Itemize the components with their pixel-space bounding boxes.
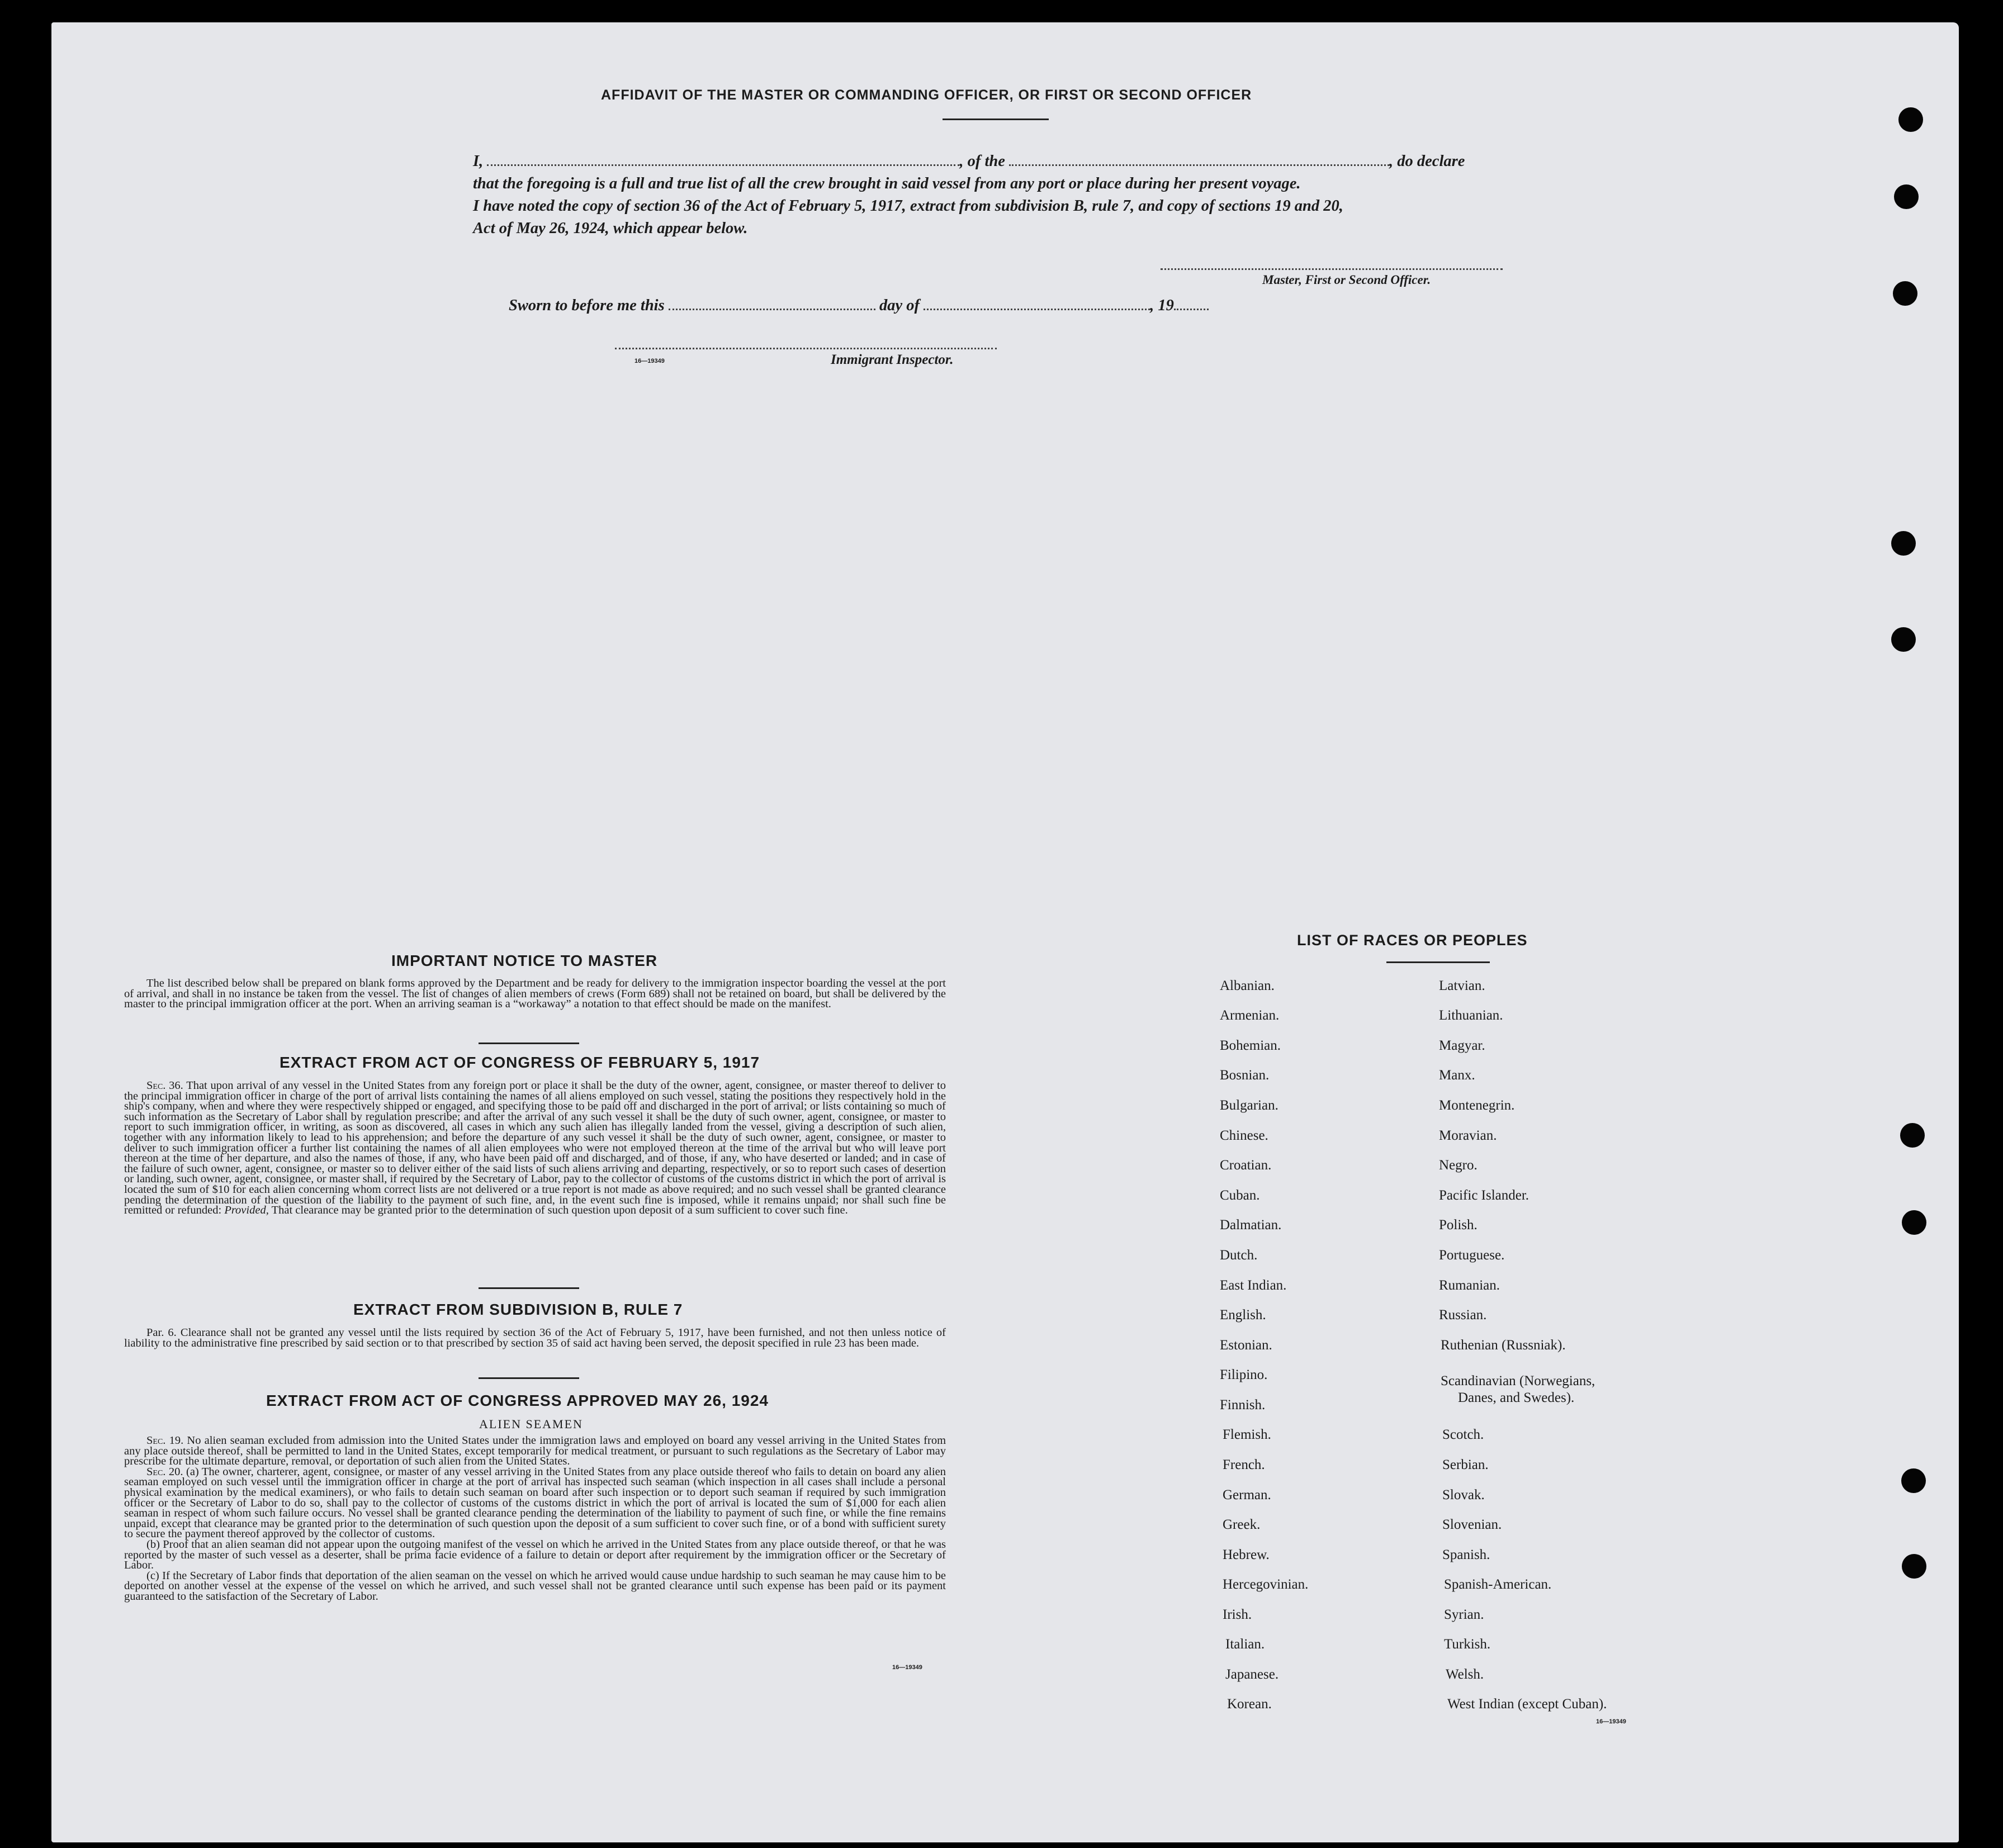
race-left-item: Filipino. (1220, 1367, 1268, 1382)
sec-19-label: Sec. 19. (146, 1434, 184, 1447)
alien-seamen-subtitle: ALIEN SEAMEN (479, 1417, 583, 1431)
race-right-item: Spanish-American. (1444, 1577, 1552, 1592)
race-right-item: Portuguese. (1439, 1248, 1505, 1263)
race-right-item: Latvian. (1439, 978, 1485, 993)
race-left-item: Hercegovinian. (1223, 1577, 1309, 1592)
punch-hole (1898, 107, 1923, 132)
form-number: 16—19349 (892, 1664, 922, 1671)
of-the-label: , of the (959, 153, 1005, 170)
race-right-item: Welsh. (1446, 1667, 1484, 1682)
year-prefix: , 19 (1150, 297, 1174, 314)
extract-rule7-title: EXTRACT FROM SUBDIVISION B, RULE 7 (353, 1301, 683, 1318)
affidavit-title: AFFIDAVIT OF THE MASTER OR COMMANDING OFFICER, OR FIRST OR SECOND OFFICER (601, 87, 1252, 103)
race-right-item: Turkish. (1444, 1637, 1491, 1652)
race-right-item: Polish. (1439, 1217, 1478, 1233)
race-right-item: Scandinavian (Norwegians, (1441, 1373, 1595, 1389)
race-left-item: German. (1223, 1487, 1271, 1503)
race-left-item: Armenian. (1220, 1008, 1280, 1023)
race-right-item: Manx. (1439, 1068, 1475, 1083)
affidavit-line-4: Act of May 26, 1924, which appear below. (473, 220, 748, 237)
race-right-item: Magyar. (1439, 1038, 1485, 1053)
title-underline (943, 119, 1049, 120)
punch-hole (1900, 1123, 1925, 1148)
extract-1924-title: EXTRACT FROM ACT OF CONGRESS APPROVED MAY 26, 1924 (266, 1392, 769, 1409)
race-left-item: Japanese. (1225, 1667, 1279, 1682)
race-right-item: Montenegrin. (1439, 1098, 1515, 1113)
inspector-caption: Immigrant Inspector. (831, 352, 954, 367)
sec-19-body: No alien seaman excluded from admission into the United States under the immigration laws and employed on board any vessel arriving in the United States from any place outside thereof, shall be permitted to land in the United States, except temporarily for medical treatment, or pursuant to such regulations as the Secretary of Labor may prescribe for the ultimate departure, removal, or deportation of such alien from the United States. (124, 1434, 946, 1468)
section-rule (479, 1043, 579, 1044)
sec-36-label: Sec. 36. (146, 1079, 183, 1092)
sworn-label: Sworn to before me this (509, 297, 665, 314)
extract-1917-text (124, 1081, 946, 1216)
punch-hole (1893, 281, 1917, 306)
do-declare-label: , do declare (1389, 153, 1465, 170)
sworn-year-field[interactable] (1174, 294, 1209, 310)
notice-title: IMPORTANT NOTICE TO MASTER (391, 952, 658, 969)
race-right-item: Danes, and Swedes). (1458, 1390, 1575, 1405)
race-left-item: Bulgarian. (1220, 1098, 1278, 1113)
master-caption: Master, First or Second Officer. (1262, 273, 1431, 287)
sec-20c-body: (c) If the Secretary of Labor finds that deportation of the alien seaman on the vessel on which he arrived would cause undue hardship to such seaman he may cause him to be deported on another vessel at the expense of the vessel on which he arrived, and such vessel shall not be granted clearance until such expense has been paid or its payment guaranteed to the satisfaction of the Secretary of Labor. (124, 1569, 946, 1603)
extract-1924-text (124, 1435, 946, 1602)
race-left-item: Finnish. (1220, 1397, 1266, 1413)
provided-word: Provided, (224, 1204, 269, 1217)
sworn-line (509, 294, 1209, 315)
race-right-item: Syrian. (1444, 1607, 1484, 1622)
race-left-item: Bohemian. (1220, 1038, 1281, 1053)
sec-20b-body: (b) Proof that an alien seaman did not appear upon the outgoing manifest of the vessel on which he arrived in the United States from any place outside thereof, or that he was reported by the master of such vessel as a deserter, shall be prima facie evidence of a failure to detain or deport after requirement by the immigration officer or the Secretary of Labor. (124, 1538, 946, 1572)
sec-20-label: Sec. 20. (146, 1465, 183, 1478)
extract-1917-title: EXTRACT FROM ACT OF CONGRESS OF FEBRUARY 5, 1917 (280, 1054, 760, 1071)
race-right-item: Rumanian. (1439, 1278, 1500, 1293)
affidavit-text (473, 150, 1524, 240)
race-right-item: Moravian. (1439, 1128, 1497, 1143)
race-left-item: Croatian. (1220, 1158, 1272, 1173)
race-left-item: East Indian. (1220, 1278, 1287, 1293)
race-left-item: Italian. (1225, 1637, 1265, 1652)
race-left-item: Estonian. (1220, 1338, 1272, 1353)
race-right-item: Negro. (1439, 1158, 1478, 1173)
race-right-item: Pacific Islander. (1439, 1188, 1530, 1203)
race-right-item: Lithuanian. (1439, 1008, 1503, 1023)
race-left-item: French. (1223, 1457, 1265, 1472)
race-right-item: Slovak. (1442, 1487, 1485, 1503)
form-number: 16—19349 (1596, 1718, 1626, 1725)
punch-hole (1891, 627, 1916, 652)
race-left-item: Irish. (1223, 1607, 1252, 1622)
race-right-item: Scotch. (1442, 1427, 1484, 1442)
race-left-item: Flemish. (1223, 1427, 1271, 1442)
affidavit-line-3: I have noted the copy of section 36 of the Act of February 5, 1917, extract from subdivision B, rule 7, and copy of sections 19 and 20, (473, 197, 1343, 215)
race-left-item: Albanian. (1220, 978, 1275, 993)
race-right-item: Serbian. (1442, 1457, 1489, 1472)
sworn-day-field[interactable] (669, 294, 875, 310)
race-right-item: Russian. (1439, 1307, 1487, 1323)
day-of-label: day of (879, 297, 920, 314)
name-field[interactable] (487, 150, 959, 166)
vessel-field[interactable] (1009, 150, 1389, 166)
sec-20a-body: (a) The owner, charterer, agent, consignee, or master of any vessel arriving in the United States from any place outside thereof who fails to detain on board any alien seaman employed on such vessel until the immigration officer in charge at the port of arrival has inspected such seaman (which inspection in all cases shall include a personal physical examination by the medical examiners), or who fails to detain such seaman on board after such inspection or to deport such seaman if required by such immigration officer or the Secretary of Labor to do so, shall pay to the collector of customs of the customs district in which the port of arrival is located the sum of $1,000 for each alien seaman in respect of whom such failure occurs. No vessel shall be granted clearance pending the determination of the liability to payment of such fine, or while the fine remains unpaid, except that clearance may be granted prior to the determination of such question upon the deposit of a sum sufficient to cover such fine, or of a bond with sufficient surety to secure the payment thereof approved by the collector of customs. (124, 1465, 946, 1541)
race-left-item: Greek. (1223, 1517, 1261, 1532)
master-signature-line[interactable] (1161, 268, 1503, 270)
race-right-item: Ruthenian (Russniak). (1441, 1338, 1566, 1353)
race-right-item: West Indian (except Cuban). (1447, 1697, 1607, 1712)
i-label: I, (473, 153, 484, 170)
race-right-item: Spanish. (1442, 1547, 1490, 1562)
sec-36-body: That upon arrival of any vessel in the United States from any foreign port or place it shall be the duty of the owner, agent, consignee, or master thereof to deliver to the principal immigration officer in charge of the port of arrival lists containing the names of all aliens employed on such vessel, stating the positions they respectively hold in the ship's company, when and where they were respectively shipped or engaged, and specifying those to be paid off and discharged in the port of arrival; or lists containing so much of such information as the Secretary of Labor shall by regulation prescribe; and after the arrival of any such vessel it shall be the duty of such owner, agent, consignee, or master to report to such immigration officer, in writing, as soon as discovered, all cases in which any such alien has illegally landed from the vessel, giving a description of such alien, together with any information likely to lead to his apprehension; and before the departure of any such vessel it shall be the duty of such owner, agent, consignee, or master to deliver to such immigration officer a further list containing the names of all alien employees who were not employed thereon at the time of the arrival but who will leave port thereon at the time of her departure, and also the names of those, if any, who have been paid off and discharged, and of those, if any, who have deserted or landed; and in case of the failure of such owner, agent, consignee, or master so to deliver either of the said lists of such aliens arriving and departing, respectively, or so to report such cases of desertion or landing, such owner, agent, consignee, or master shall, if required by the Secretary of Labor, pay to the collector of customs of the customs district in which the port of arrival is located the sum of $10 for each alien concerning whom correct lists are not delivered or a true report is not made as above required; and no such vessel shall be granted clearance pending the determination of the question of the liability to the payment of such fine, and, in the event such fine is imposed, while it remains unpaid; nor shall such fine be remitted or refunded: (124, 1079, 946, 1217)
section-rule (479, 1287, 579, 1289)
race-left-item: Hebrew. (1223, 1547, 1270, 1562)
punch-hole (1891, 531, 1916, 556)
form-number: 16—19349 (634, 358, 665, 364)
extract-rule7-text: Par. 6. Clearance shall not be granted any vessel until the lists required by section 36 of the Act of February 5, 1917, have been furnished, and not then unless notice of liability to the administrative fine prescribed by said section or to that prescribed by section 35 of said act having been served, the deposit specified in rule 23 has been made. (124, 1326, 946, 1349)
sworn-month-field[interactable] (924, 294, 1150, 310)
race-right-item: Slovenian. (1442, 1517, 1502, 1532)
race-left-item: Korean. (1227, 1697, 1272, 1712)
punch-hole (1894, 184, 1919, 209)
race-left-item: English. (1220, 1307, 1266, 1323)
race-left-item: Dalmatian. (1220, 1217, 1282, 1233)
inspector-signature-line[interactable] (615, 348, 997, 349)
race-left-item: Bosnian. (1220, 1068, 1270, 1083)
sec-36-end: That clearance may be granted prior to the determination of such question upon deposit of a sum sufficient to cover such fine. (271, 1204, 848, 1217)
punch-hole (1902, 1554, 1926, 1579)
punch-hole (1902, 1210, 1926, 1235)
affidavit-line-2: that the foregoing is a full and true list of all the crew brought in said vessel from any port or place during her present voyage. (473, 175, 1301, 192)
punch-hole (1901, 1468, 1926, 1493)
races-title-underline (1386, 961, 1490, 963)
race-left-item: Cuban. (1220, 1188, 1260, 1203)
race-left-item: Chinese. (1220, 1128, 1268, 1143)
race-left-item: Dutch. (1220, 1248, 1258, 1263)
notice-text: The list described below shall be prepared on blank forms approved by the Department and be ready for delivery to the immigration inspector boarding the vessel at the port of arrival, and shall in no instance be taken from the vessel. The list of changes of alien members of crews (Form 689) shall not be retained on board, but shall be delivered by the master to the principal immigration officer at the port. When an arriving seaman is a “workaway” a notation to that effect should be made on the manifest. (124, 977, 946, 1011)
races-title: LIST OF RACES OR PEOPLES (1297, 932, 1528, 949)
section-rule (479, 1377, 579, 1379)
